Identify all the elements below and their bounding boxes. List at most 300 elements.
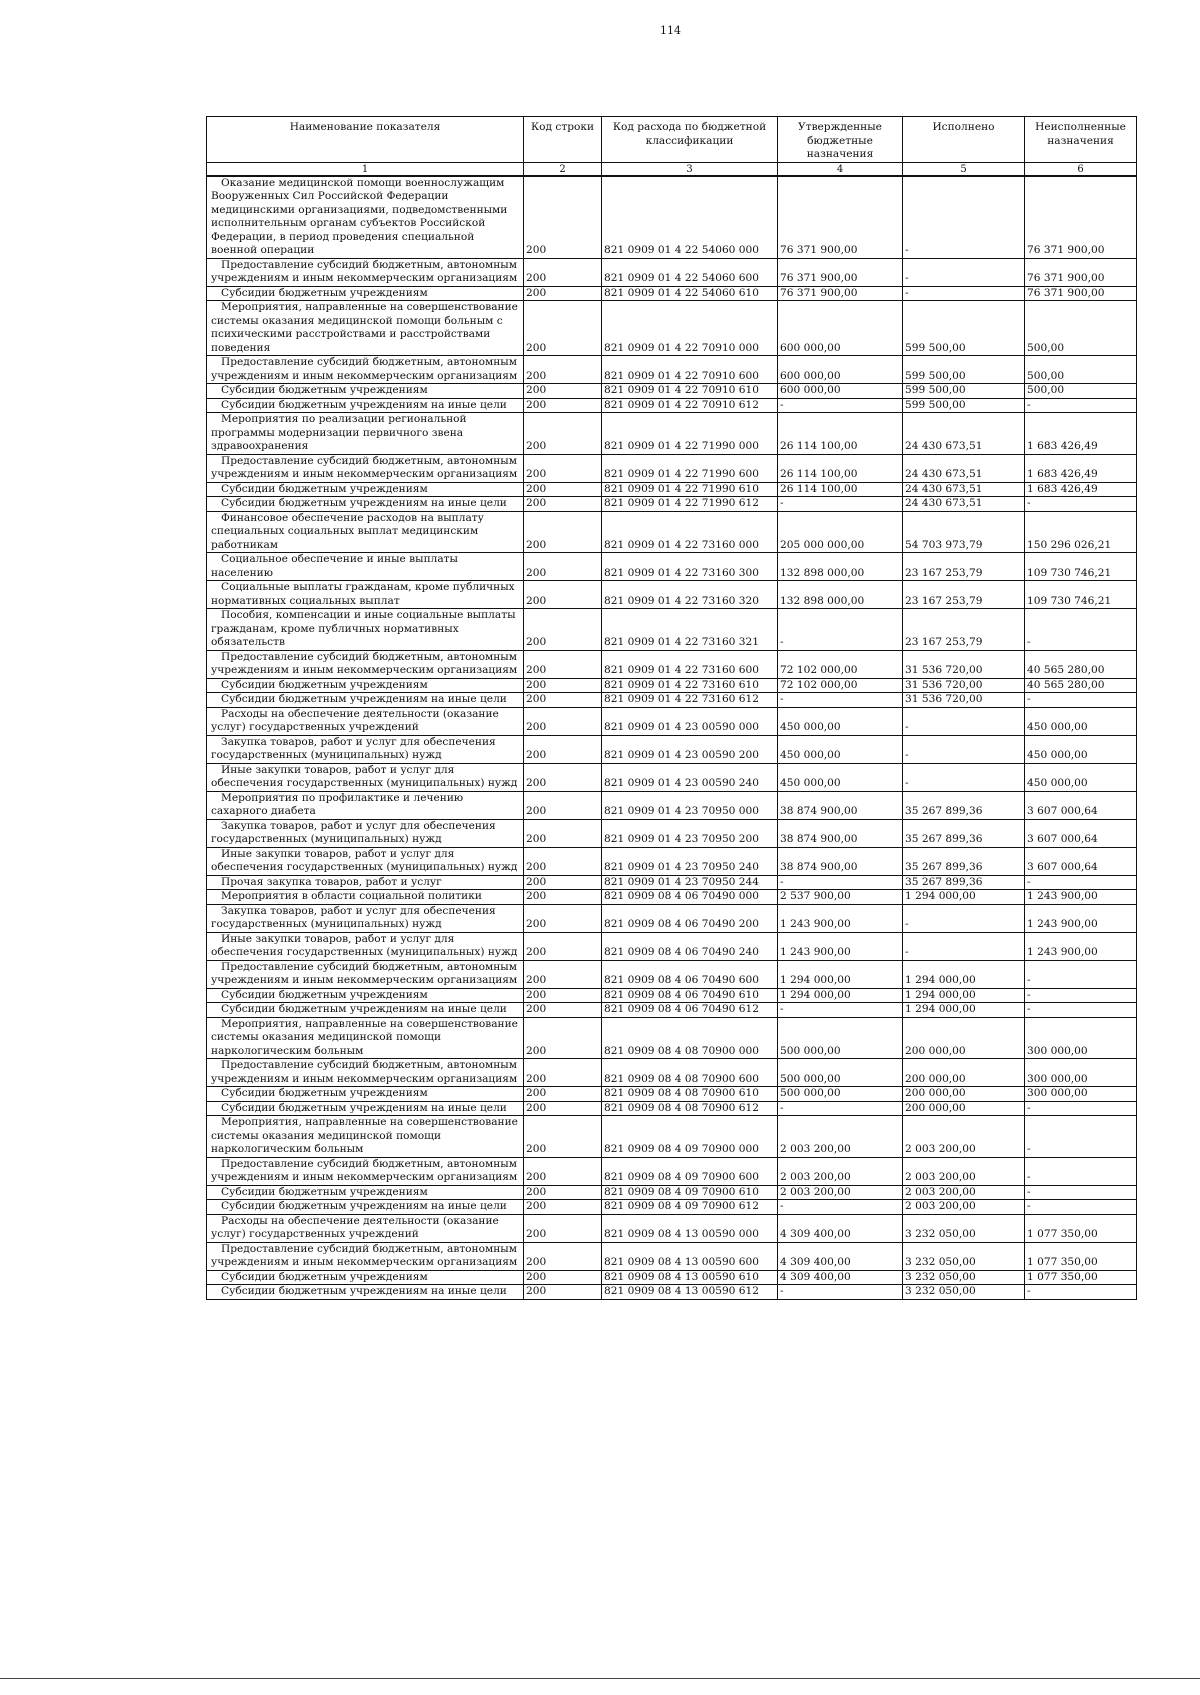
table-row <box>207 497 1137 512</box>
row-approved: - <box>778 1003 903 1018</box>
row-name <box>207 819 524 847</box>
row-name-text: Субсидии бюджетным учреждениям на иные цели <box>221 398 507 411</box>
table-row <box>207 1270 1137 1285</box>
row-name <box>207 875 524 890</box>
table-row <box>207 454 1137 482</box>
header-unexecuted: Неисполненные назначения <box>1025 117 1137 163</box>
row-approved: 132 898 000,00 <box>778 581 903 609</box>
row-line-code: 200 <box>524 1214 602 1242</box>
row-approved: - <box>778 398 903 413</box>
header-approved: Утвержденные бюджетные назначения <box>778 117 903 163</box>
row-approved: 72 102 000,00 <box>778 650 903 678</box>
row-unexecuted: 1 243 900,00 <box>1025 890 1137 905</box>
row-unexecuted: 1 243 900,00 <box>1025 932 1137 960</box>
row-budget-code: 821 0909 01 4 22 71990 610 <box>602 482 778 497</box>
page-number: 114 <box>660 24 681 37</box>
row-budget-code: 821 0909 08 4 09 70900 600 <box>602 1157 778 1185</box>
row-name-text: Субсидии бюджетным учреждениям <box>221 482 428 495</box>
row-executed: 200 000,00 <box>903 1017 1025 1059</box>
row-name-text: Субсидии бюджетным учреждениям <box>221 678 428 691</box>
row-name <box>207 1157 524 1185</box>
row-executed: 24 430 673,51 <box>903 497 1025 512</box>
table-row <box>207 413 1137 455</box>
row-name-text: Закупка товаров, работ и услуг для обеспечения государственных (муниципальных) нужд <box>211 904 496 930</box>
row-line-code: 200 <box>524 763 602 791</box>
row-approved: 38 874 900,00 <box>778 847 903 875</box>
table-row <box>207 1185 1137 1200</box>
table-row <box>207 763 1137 791</box>
row-executed: 23 167 253,79 <box>903 609 1025 651</box>
row-unexecuted: - <box>1025 1285 1137 1300</box>
row-approved: - <box>778 609 903 651</box>
table-row <box>207 1242 1137 1270</box>
row-line-code: 200 <box>524 890 602 905</box>
row-name-text: Мероприятия, направленные на совершенствование системы оказания медицинской помощи наркологическим больным <box>211 1017 518 1057</box>
row-executed: 35 267 899,36 <box>903 847 1025 875</box>
row-unexecuted: 40 565 280,00 <box>1025 678 1137 693</box>
row-budget-code: 821 0909 08 4 08 70900 600 <box>602 1059 778 1087</box>
row-name-text: Закупка товаров, работ и услуг для обеспечения государственных (муниципальных) нужд <box>211 735 496 761</box>
row-executed: 24 430 673,51 <box>903 454 1025 482</box>
row-approved: 132 898 000,00 <box>778 553 903 581</box>
row-name-text: Субсидии бюджетным учреждениям <box>221 286 428 299</box>
row-name <box>207 454 524 482</box>
table-row <box>207 875 1137 890</box>
table-row <box>207 482 1137 497</box>
row-name-text: Субсидии бюджетным учреждениям <box>221 384 428 396</box>
row-line-code: 200 <box>524 1242 602 1270</box>
row-executed: 24 430 673,51 <box>903 482 1025 497</box>
row-approved: 500 000,00 <box>778 1059 903 1087</box>
row-name <box>207 511 524 553</box>
row-budget-code: 821 0909 08 4 06 70490 610 <box>602 988 778 1003</box>
row-name-text: Расходы на обеспечение деятельности (оказание услуг) государственных учреждений <box>211 1214 499 1240</box>
row-line-code: 200 <box>524 1185 602 1200</box>
row-executed: 1 294 000,00 <box>903 960 1025 988</box>
row-name-text: Субсидии бюджетным учреждениям <box>221 1087 428 1099</box>
table-row <box>207 678 1137 693</box>
row-line-code: 200 <box>524 650 602 678</box>
table-row <box>207 301 1137 356</box>
row-unexecuted: 1 077 350,00 <box>1025 1242 1137 1270</box>
row-unexecuted: 450 000,00 <box>1025 707 1137 735</box>
row-approved: 2 537 900,00 <box>778 890 903 905</box>
row-name <box>207 650 524 678</box>
row-name-text: Субсидии бюджетным учреждениям на иные цели <box>221 497 507 509</box>
row-unexecuted: - <box>1025 609 1137 651</box>
row-executed: 200 000,00 <box>903 1101 1025 1116</box>
row-name <box>207 398 524 413</box>
row-name <box>207 1059 524 1087</box>
row-budget-code: 821 0909 01 4 23 70950 200 <box>602 819 778 847</box>
row-unexecuted: 76 371 900,00 <box>1025 176 1137 259</box>
row-line-code: 200 <box>524 511 602 553</box>
col-number: 1 <box>207 162 524 176</box>
row-line-code: 200 <box>524 553 602 581</box>
row-name <box>207 581 524 609</box>
row-budget-code: 821 0909 08 4 06 70490 600 <box>602 960 778 988</box>
row-approved: 1 243 900,00 <box>778 904 903 932</box>
row-line-code: 200 <box>524 1101 602 1116</box>
row-approved: 2 003 200,00 <box>778 1116 903 1158</box>
row-budget-code: 821 0909 08 4 09 70900 612 <box>602 1200 778 1215</box>
row-approved: - <box>778 497 903 512</box>
row-line-code: 200 <box>524 609 602 651</box>
row-unexecuted: 1 243 900,00 <box>1025 904 1137 932</box>
row-name-text: Предоставление субсидий бюджетным, автономным учреждениям и иным некоммерческим организациям <box>211 960 518 986</box>
row-budget-code: 821 0909 08 4 06 70490 612 <box>602 1003 778 1018</box>
row-approved: 1 294 000,00 <box>778 960 903 988</box>
row-unexecuted: - <box>1025 1185 1137 1200</box>
row-line-code: 200 <box>524 482 602 497</box>
row-approved: 4 309 400,00 <box>778 1214 903 1242</box>
row-name <box>207 763 524 791</box>
row-approved: 600 000,00 <box>778 301 903 356</box>
row-executed: 3 232 050,00 <box>903 1270 1025 1285</box>
row-line-code: 200 <box>524 988 602 1003</box>
table-row <box>207 1087 1137 1102</box>
row-budget-code: 821 0909 01 4 23 70950 240 <box>602 847 778 875</box>
row-name-text: Субсидии бюджетным учреждениям на иные цели <box>221 1101 507 1114</box>
table-row <box>207 960 1137 988</box>
row-name-text: Мероприятия, направленные на совершенствование системы оказания медицинской помощи наркологическим больным <box>211 1116 518 1155</box>
row-name <box>207 1087 524 1102</box>
row-executed: 2 003 200,00 <box>903 1157 1025 1185</box>
row-name-text: Субсидии бюджетным учреждениям <box>221 1270 428 1283</box>
row-approved: - <box>778 1285 903 1300</box>
row-name-text: Иные закупки товаров, работ и услуг для обеспечения государственных (муниципальных) нужд <box>211 763 518 789</box>
table-row <box>207 847 1137 875</box>
row-approved: 72 102 000,00 <box>778 678 903 693</box>
row-line-code: 200 <box>524 1059 602 1087</box>
row-executed: 3 232 050,00 <box>903 1285 1025 1300</box>
row-unexecuted: 1 683 426,49 <box>1025 482 1137 497</box>
row-approved: 26 114 100,00 <box>778 454 903 482</box>
row-executed: 1 294 000,00 <box>903 1003 1025 1018</box>
row-unexecuted: 300 000,00 <box>1025 1059 1137 1087</box>
row-unexecuted: 300 000,00 <box>1025 1087 1137 1102</box>
row-executed: - <box>903 707 1025 735</box>
table-row <box>207 1003 1137 1018</box>
row-name <box>207 1101 524 1116</box>
row-executed: 35 267 899,36 <box>903 819 1025 847</box>
table-row <box>207 1116 1137 1158</box>
row-line-code: 200 <box>524 1003 602 1018</box>
row-name <box>207 1003 524 1018</box>
row-unexecuted: - <box>1025 988 1137 1003</box>
table-row <box>207 1157 1137 1185</box>
row-executed: 599 500,00 <box>903 384 1025 399</box>
budget-execution-table <box>206 116 1137 1300</box>
row-name <box>207 1116 524 1158</box>
row-unexecuted: 1 683 426,49 <box>1025 454 1137 482</box>
table-row <box>207 356 1137 384</box>
row-name <box>207 1200 524 1215</box>
table-row <box>207 384 1137 399</box>
row-budget-code: 821 0909 01 4 22 70910 610 <box>602 384 778 399</box>
row-name <box>207 678 524 693</box>
row-budget-code: 821 0909 08 4 06 70490 000 <box>602 890 778 905</box>
row-line-code: 200 <box>524 735 602 763</box>
row-budget-code: 821 0909 01 4 22 73160 612 <box>602 693 778 708</box>
row-name-text: Предоставление субсидий бюджетным, автономным учреждениям и иным некоммерческим организациям <box>211 1157 518 1183</box>
row-executed: - <box>903 763 1025 791</box>
table-row <box>207 791 1137 819</box>
row-line-code: 200 <box>524 581 602 609</box>
row-executed: 35 267 899,36 <box>903 791 1025 819</box>
table-row <box>207 904 1137 932</box>
table-row <box>207 735 1137 763</box>
row-budget-code: 821 0909 01 4 23 00590 000 <box>602 707 778 735</box>
row-approved: 4 309 400,00 <box>778 1242 903 1270</box>
table-row <box>207 286 1137 301</box>
row-unexecuted: 1 683 426,49 <box>1025 413 1137 455</box>
row-approved: 76 371 900,00 <box>778 176 903 259</box>
row-unexecuted: 500,00 <box>1025 301 1137 356</box>
row-line-code: 200 <box>524 176 602 259</box>
row-name-text: Предоставление субсидий бюджетным, автономным учреждениям и иным некоммерческим организациям <box>211 1242 518 1268</box>
table-row <box>207 707 1137 735</box>
row-name <box>207 286 524 301</box>
row-budget-code: 821 0909 01 4 23 00590 240 <box>602 763 778 791</box>
row-budget-code: 821 0909 01 4 22 71990 600 <box>602 454 778 482</box>
row-approved: 600 000,00 <box>778 384 903 399</box>
row-unexecuted: - <box>1025 693 1137 708</box>
table-row <box>207 609 1137 651</box>
row-approved: 450 000,00 <box>778 763 903 791</box>
row-name <box>207 1214 524 1242</box>
row-budget-code: 821 0909 01 4 22 70910 600 <box>602 356 778 384</box>
row-name <box>207 497 524 512</box>
row-line-code: 200 <box>524 1285 602 1300</box>
row-unexecuted: 300 000,00 <box>1025 1017 1137 1059</box>
row-unexecuted: - <box>1025 1200 1137 1215</box>
header-name: Наименование показателя <box>207 117 524 163</box>
row-executed: 23 167 253,79 <box>903 553 1025 581</box>
row-line-code: 200 <box>524 413 602 455</box>
row-unexecuted: 450 000,00 <box>1025 735 1137 763</box>
row-executed: 2 003 200,00 <box>903 1116 1025 1158</box>
row-executed: 599 500,00 <box>903 301 1025 356</box>
row-executed: 1 294 000,00 <box>903 890 1025 905</box>
row-line-code: 200 <box>524 847 602 875</box>
row-approved: 450 000,00 <box>778 707 903 735</box>
row-name-text: Субсидии бюджетным учреждениям на иные цели <box>221 1003 507 1015</box>
row-budget-code: 821 0909 08 4 08 70900 000 <box>602 1017 778 1059</box>
row-executed: 599 500,00 <box>903 356 1025 384</box>
row-executed: 1 294 000,00 <box>903 988 1025 1003</box>
header-line-code: Код строки <box>524 117 602 163</box>
row-budget-code: 821 0909 01 4 23 70950 244 <box>602 875 778 890</box>
row-budget-code: 821 0909 01 4 22 73160 610 <box>602 678 778 693</box>
row-name-text: Субсидии бюджетным учреждениям на иные цели <box>221 693 507 705</box>
row-budget-code: 821 0909 01 4 22 73160 321 <box>602 609 778 651</box>
row-name <box>207 707 524 735</box>
row-executed: 3 232 050,00 <box>903 1242 1025 1270</box>
row-line-code: 200 <box>524 707 602 735</box>
row-name-text: Социальные выплаты гражданам, кроме публичных нормативных социальных выплат <box>211 581 515 607</box>
row-name <box>207 988 524 1003</box>
bottom-rule <box>0 1678 1200 1679</box>
row-unexecuted: 3 607 000,64 <box>1025 791 1137 819</box>
row-name <box>207 1285 524 1300</box>
table-row <box>207 1101 1137 1116</box>
row-line-code: 200 <box>524 1017 602 1059</box>
row-name <box>207 356 524 384</box>
row-name <box>207 553 524 581</box>
row-unexecuted: - <box>1025 1003 1137 1018</box>
row-name-text: Мероприятия по профилактике и лечению сахарного диабета <box>211 791 464 817</box>
table-row <box>207 398 1137 413</box>
row-line-code: 200 <box>524 1087 602 1102</box>
row-unexecuted: 150 296 026,21 <box>1025 511 1137 553</box>
row-unexecuted: - <box>1025 1116 1137 1158</box>
row-budget-code: 821 0909 01 4 22 70910 612 <box>602 398 778 413</box>
row-approved: 38 874 900,00 <box>778 819 903 847</box>
row-executed: 23 167 253,79 <box>903 581 1025 609</box>
row-executed: - <box>903 258 1025 286</box>
row-line-code: 200 <box>524 356 602 384</box>
row-name-text: Субсидии бюджетным учреждениям на иные цели <box>221 1200 507 1212</box>
row-name-text: Финансовое обеспечение расходов на выплату специальных социальных выплат медицинским работникам <box>211 511 484 551</box>
row-executed: 54 703 973,79 <box>903 511 1025 553</box>
row-approved: 2 003 200,00 <box>778 1157 903 1185</box>
col-number: 2 <box>524 162 602 176</box>
row-unexecuted: 76 371 900,00 <box>1025 258 1137 286</box>
row-line-code: 200 <box>524 497 602 512</box>
row-approved: 4 309 400,00 <box>778 1270 903 1285</box>
row-line-code: 200 <box>524 791 602 819</box>
row-budget-code: 821 0909 01 4 22 71990 612 <box>602 497 778 512</box>
row-name <box>207 1242 524 1270</box>
row-unexecuted: - <box>1025 398 1137 413</box>
row-name <box>207 413 524 455</box>
row-name <box>207 1185 524 1200</box>
row-line-code: 200 <box>524 819 602 847</box>
row-approved: - <box>778 875 903 890</box>
row-name-text: Прочая закупка товаров, работ и услуг <box>221 875 442 888</box>
row-approved: 1 243 900,00 <box>778 932 903 960</box>
row-unexecuted: 3 607 000,64 <box>1025 819 1137 847</box>
row-approved: 1 294 000,00 <box>778 988 903 1003</box>
row-name <box>207 1270 524 1285</box>
row-unexecuted: - <box>1025 960 1137 988</box>
row-line-code: 200 <box>524 286 602 301</box>
row-line-code: 200 <box>524 932 602 960</box>
table-row <box>207 258 1137 286</box>
row-unexecuted: - <box>1025 497 1137 512</box>
row-budget-code: 821 0909 01 4 23 70950 000 <box>602 791 778 819</box>
row-unexecuted: 500,00 <box>1025 384 1137 399</box>
row-line-code: 200 <box>524 1200 602 1215</box>
row-name-text: Предоставление субсидий бюджетным, автономным учреждениям и иным некоммерческим организациям <box>211 356 518 382</box>
row-budget-code: 821 0909 08 4 09 70900 610 <box>602 1185 778 1200</box>
row-unexecuted: 1 077 350,00 <box>1025 1214 1137 1242</box>
row-executed: - <box>903 176 1025 259</box>
row-name-text: Предоставление субсидий бюджетным, автономным учреждениям и иным некоммерческим организациям <box>211 258 518 284</box>
row-budget-code: 821 0909 01 4 22 54060 610 <box>602 286 778 301</box>
row-approved: 76 371 900,00 <box>778 286 903 301</box>
row-executed: 599 500,00 <box>903 398 1025 413</box>
row-budget-code: 821 0909 08 4 13 00590 600 <box>602 1242 778 1270</box>
row-name-text: Субсидии бюджетным учреждениям <box>221 1185 428 1198</box>
row-line-code: 200 <box>524 678 602 693</box>
row-budget-code: 821 0909 08 4 09 70900 000 <box>602 1116 778 1158</box>
row-budget-code: 821 0909 01 4 22 73160 320 <box>602 581 778 609</box>
row-executed: - <box>903 904 1025 932</box>
row-executed: 2 003 200,00 <box>903 1185 1025 1200</box>
row-approved: - <box>778 1200 903 1215</box>
row-executed: 3 232 050,00 <box>903 1214 1025 1242</box>
row-budget-code: 821 0909 08 4 08 70900 610 <box>602 1087 778 1102</box>
table-row <box>207 1214 1137 1242</box>
row-approved: 500 000,00 <box>778 1087 903 1102</box>
table-row <box>207 581 1137 609</box>
table-row <box>207 1285 1137 1300</box>
col-number: 3 <box>602 162 778 176</box>
table-row <box>207 650 1137 678</box>
table-row <box>207 988 1137 1003</box>
row-line-code: 200 <box>524 693 602 708</box>
row-unexecuted: - <box>1025 1157 1137 1185</box>
table-row <box>207 932 1137 960</box>
row-executed: 200 000,00 <box>903 1087 1025 1102</box>
row-line-code: 200 <box>524 904 602 932</box>
row-line-code: 200 <box>524 1157 602 1185</box>
row-line-code: 200 <box>524 454 602 482</box>
row-name-text: Расходы на обеспечение деятельности (оказание услуг) государственных учреждений <box>211 707 499 733</box>
row-budget-code: 821 0909 08 4 13 00590 000 <box>602 1214 778 1242</box>
row-name <box>207 847 524 875</box>
row-line-code: 200 <box>524 875 602 890</box>
row-line-code: 200 <box>524 960 602 988</box>
row-name <box>207 904 524 932</box>
row-name <box>207 176 524 259</box>
row-unexecuted: - <box>1025 875 1137 890</box>
table-row <box>207 819 1137 847</box>
row-budget-code: 821 0909 08 4 06 70490 240 <box>602 932 778 960</box>
row-executed: 31 536 720,00 <box>903 650 1025 678</box>
row-approved: 500 000,00 <box>778 1017 903 1059</box>
col-number: 5 <box>903 162 1025 176</box>
row-name <box>207 932 524 960</box>
row-name <box>207 960 524 988</box>
row-executed: - <box>903 735 1025 763</box>
table-row <box>207 693 1137 708</box>
col-number: 4 <box>778 162 903 176</box>
row-name <box>207 482 524 497</box>
row-budget-code: 821 0909 01 4 22 70910 000 <box>602 301 778 356</box>
row-budget-code: 821 0909 01 4 23 00590 200 <box>602 735 778 763</box>
row-name-text: Оказание медицинской помощи военнослужащим Вооруженных Сил Российской Федерации медицинскими организациями, подведомственными исполнительным органам субъектов Российской Федерации, в период проведения специальной военной операции <box>211 176 508 256</box>
table-row <box>207 176 1137 259</box>
row-name-text: Мероприятия по реализации региональной программы модернизации первичного звена здравоохранения <box>211 413 467 452</box>
row-budget-code: 821 0909 08 4 13 00590 610 <box>602 1270 778 1285</box>
row-budget-code: 821 0909 01 4 22 54060 000 <box>602 176 778 259</box>
row-name <box>207 301 524 356</box>
row-name-text: Субсидии бюджетным учреждениям <box>221 988 428 1001</box>
row-unexecuted: 450 000,00 <box>1025 763 1137 791</box>
row-name <box>207 890 524 905</box>
row-budget-code: 821 0909 08 4 13 00590 612 <box>602 1285 778 1300</box>
row-name-text: Предоставление субсидий бюджетным, автономным учреждениям и иным некоммерческим организациям <box>211 650 518 676</box>
table-row <box>207 890 1137 905</box>
row-name-text: Закупка товаров, работ и услуг для обеспечения государственных (муниципальных) нужд <box>211 819 496 845</box>
row-budget-code: 821 0909 08 4 06 70490 200 <box>602 904 778 932</box>
header-executed: Исполнено <box>903 117 1025 163</box>
row-unexecuted: 109 730 746,21 <box>1025 553 1137 581</box>
row-unexecuted: 40 565 280,00 <box>1025 650 1137 678</box>
